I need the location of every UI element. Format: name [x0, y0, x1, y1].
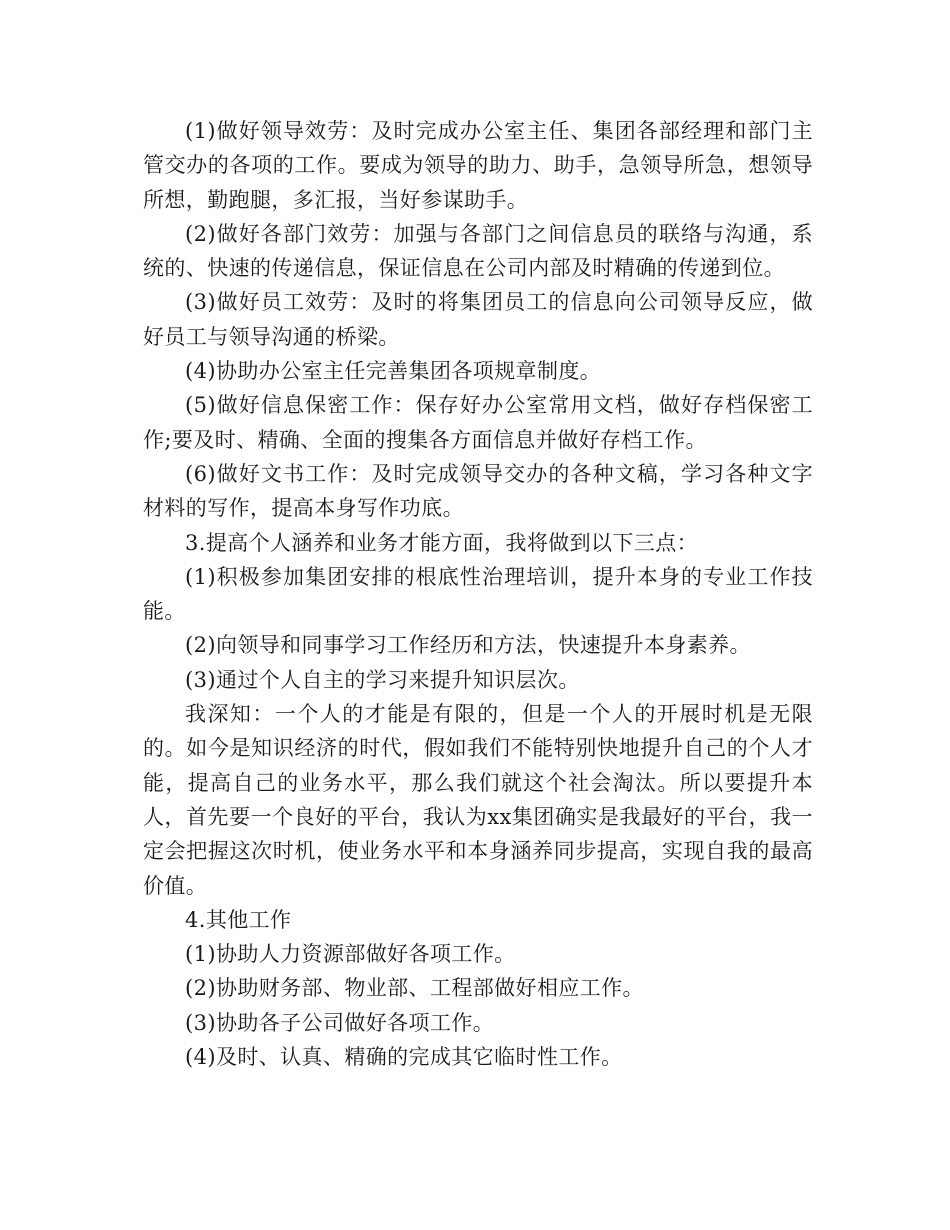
paragraph-self-study: (3)通过个人自主的学习来提升知识层次。 — [185, 667, 580, 692]
paragraph-temporary-work: (4)及时、认真、精确的完成其它临时性工作。 — [185, 1045, 623, 1070]
section-heading-self-improvement: 3.提高个人涵养和业务才能方面，我将做到以下三点： — [185, 530, 699, 555]
section-heading-other-work: 4.其他工作 — [185, 907, 292, 932]
paragraph-serve-departments: (2)做好各部门效劳：加强与各部门之间信息员的联络与沟通，系统的、快速的传递信息，保证信息在公司内部及时精确的传递到位。 — [143, 221, 813, 281]
paragraph-subsidiaries-assist: (3)协助各子公司做好各项工作。 — [185, 1010, 495, 1035]
paragraph-serve-leaders: (1)做好领导效劳：及时完成办公室主任、集团各部经理和部门主管交办的各项的工作。要成为领导的助力、助手，急领导所急，想领导所想，勤跑腿，多汇报，当好参谋助手。 — [143, 119, 813, 212]
paragraph-finance-assist: (2)协助财务部、物业部、工程部做好相应工作。 — [185, 976, 644, 1001]
paragraph-reflection: 我深知：一个人的才能是有限的，但是一个人的开展时机是无限的。如今是知识经济的时代，假如我们不能特别快地提升自己的个人才能，提高自己的业务水平，那么我们就这个社会淘汰。所以要提升本人，首先要一个良好的平台，我认为xx集团确实是我最好的平台，我一定会把握这次时机，使业务水平和本身涵养同步提高，实现自我的最高价值。 — [143, 702, 813, 898]
paragraph-learn-from-colleagues: (2)向领导和同事学习工作经历和方法，快速提升本身素养。 — [185, 633, 751, 658]
paragraph-documents: (6)做好文书工作：及时完成领导交办的各种文稿，学习各种文字材料的写作，提高本身写作功底。 — [143, 461, 813, 521]
paragraph-training: (1)积极参加集团安排的根底性治理培训，提升本身的专业工作技能。 — [143, 564, 813, 624]
paragraph-regulations: (4)协助办公室主任完善集团各项规章制度。 — [185, 359, 602, 384]
paragraph-confidentiality: (5)做好信息保密工作：保存好办公室常用文档，做好存档保密工作;要及时、精确、全面的搜集各方面信息并做好存档工作。 — [143, 393, 813, 452]
document-body — [143, 114, 813, 1074]
paragraph-hr-assist: (1)协助人力资源部做好各项工作。 — [185, 942, 516, 967]
paragraph-serve-employees: (3)做好员工效劳：及时的将集团员工的信息向公司领导反应，做好员工与领导沟通的桥梁。 — [143, 290, 813, 349]
